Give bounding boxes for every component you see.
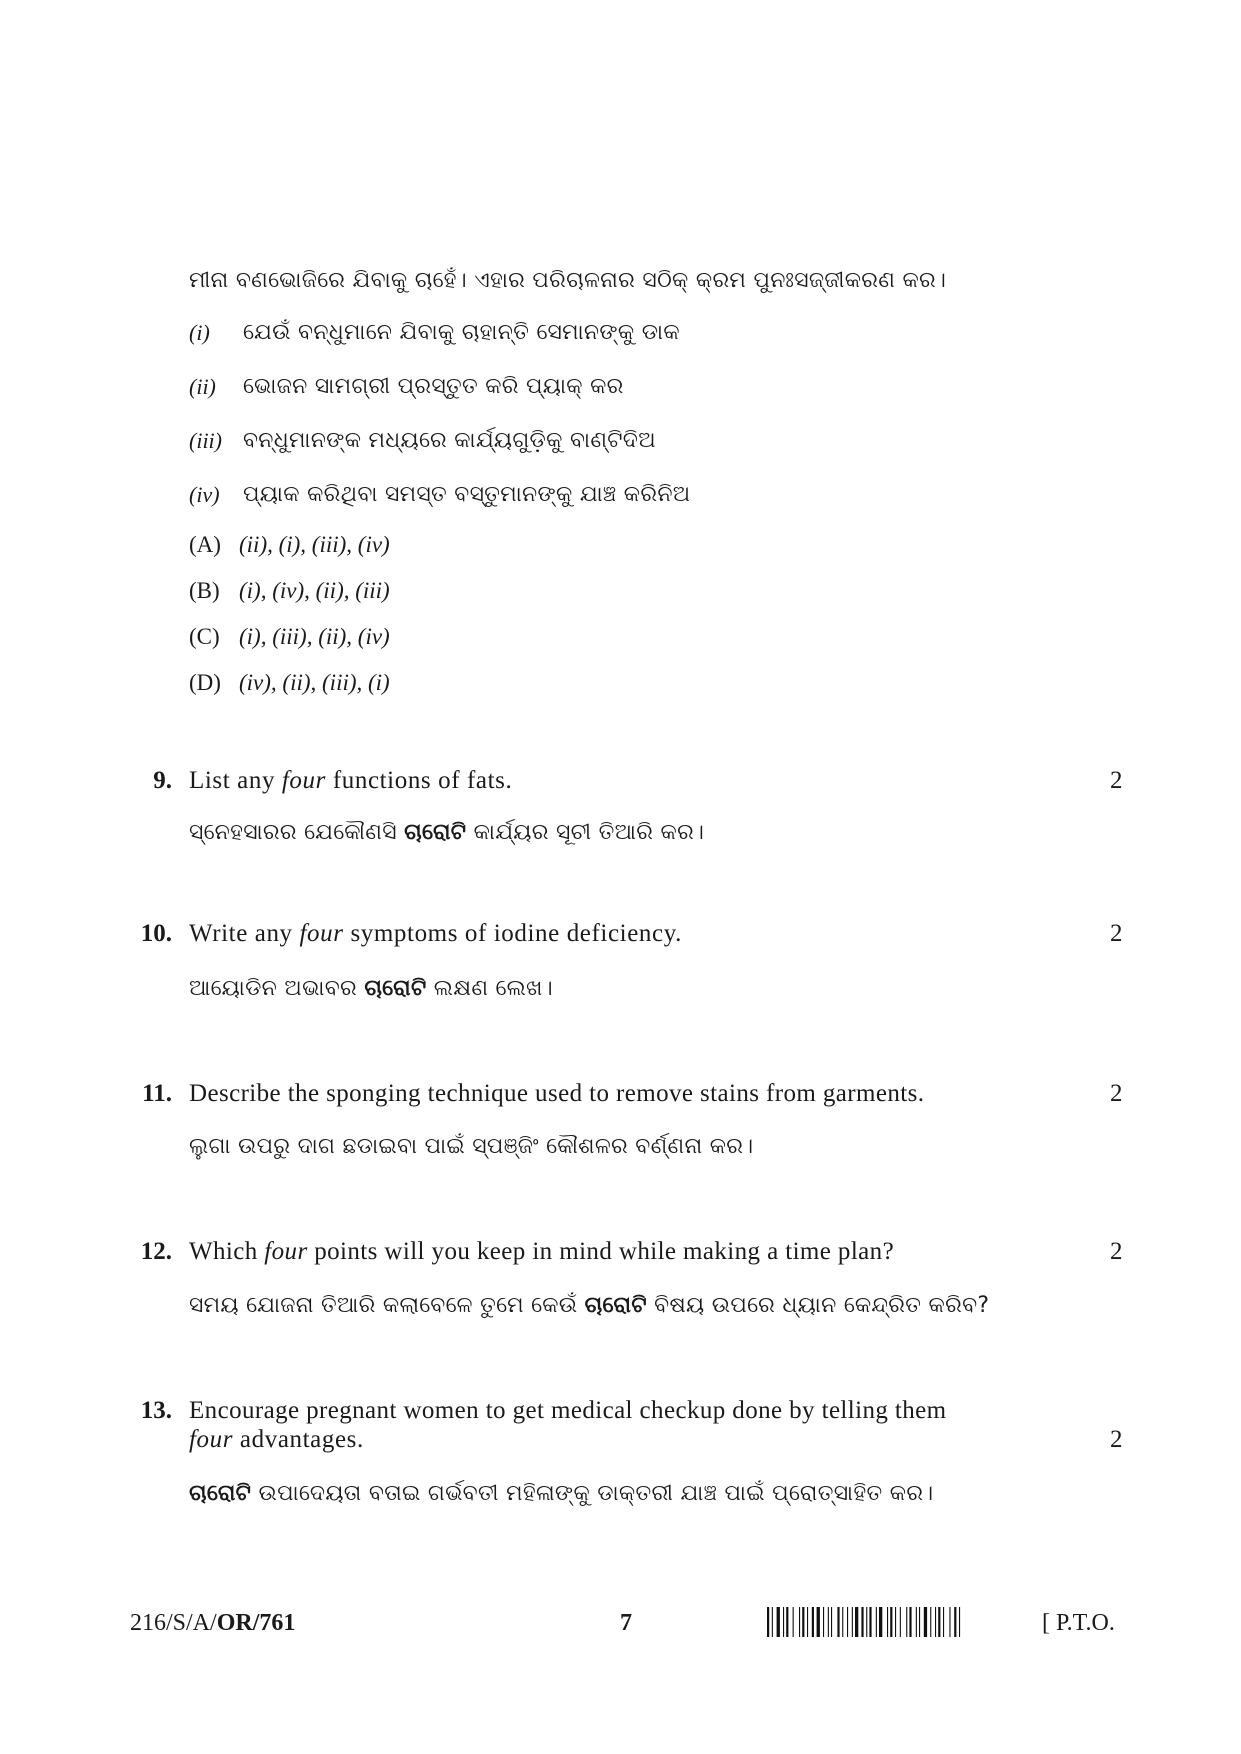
question-text-odia xyxy=(189,976,553,1001)
choice-label: (B) xyxy=(189,578,220,603)
choice-label: (C) xyxy=(189,624,220,649)
choice-label: (D) xyxy=(189,670,221,695)
option-number: (ii) xyxy=(189,374,216,399)
marks: 2 xyxy=(1110,920,1123,947)
text-part: Which xyxy=(189,1238,265,1265)
question-text-line2 xyxy=(189,1426,364,1454)
question-text xyxy=(189,767,512,795)
choice-sequence: (ii), (i), (iii), (iv) xyxy=(239,532,390,557)
option-number: (i) xyxy=(189,320,210,345)
text-part: ଆୟୋଡିନ ଅଭାବର xyxy=(189,976,365,1001)
question-number: 12. xyxy=(140,1238,172,1265)
question-number: 9. xyxy=(153,767,172,794)
emphasis: ଚାରୋଟି xyxy=(189,1481,252,1506)
text-part: symptoms of iodine deficiency. xyxy=(343,920,683,947)
question-intro: ମୀନା ବଣଭୋଜିରେ ଯିବାକୁ ଚାହେଁ। ଏହାର ପରିଚାଳନାର ସଠିକ୍ କ୍ରମ ପୁନଃସଜ୍ଜୀକରଣ କର। xyxy=(189,268,947,293)
question-number: 11. xyxy=(142,1080,172,1107)
text-part: ଉପାଦେୟତା ବତାଇ ଗର୍ଭବତୀ ମହିଳାଙ୍କୁ ଡାକ୍ତରୀ ଯାଞ୍ଚ ପାଇଁ ପ୍ରୋତ୍ସାହିତ କର। xyxy=(251,1481,934,1506)
question-text xyxy=(189,1238,894,1266)
choice-d xyxy=(189,670,390,696)
paper-code-bold: OR/761 xyxy=(216,1610,296,1636)
choice-label: (A) xyxy=(189,532,221,557)
text-part: points will you keep in mind while making a time plan? xyxy=(307,1238,895,1265)
emphasis: ଚାରୋଟି xyxy=(584,1293,647,1318)
text-part: advantages. xyxy=(233,1426,364,1453)
choice-b xyxy=(189,578,390,604)
paper-code-prefix: 216/S/A/ xyxy=(130,1610,217,1636)
question-text-odia xyxy=(189,1481,934,1506)
paper-code xyxy=(130,1610,295,1637)
choice-sequence: (i), (iv), (ii), (iii) xyxy=(239,578,390,603)
marks: 2 xyxy=(1110,1426,1123,1453)
marks: 2 xyxy=(1110,767,1123,794)
text-part: ବିଷୟ ଉପରେ ଧ୍ୟାନ କେନ୍ଦ୍ରିତ କରିବ? xyxy=(646,1293,990,1318)
question-text: Describe the sponging technique used to remove stains from garments. xyxy=(189,1080,925,1107)
question-text xyxy=(189,920,682,948)
emphasis: ଚାରୋଟି xyxy=(364,976,427,1001)
emphasis: four xyxy=(189,1426,234,1453)
choice-c xyxy=(189,624,390,650)
text-part: ସ୍ନେହସାରର ଯେକୌଣସି xyxy=(189,820,405,845)
emphasis: four xyxy=(264,1238,308,1265)
option-number: (iv) xyxy=(189,482,220,507)
option-number: (iii) xyxy=(189,428,222,453)
question-number: 10. xyxy=(140,920,172,947)
choice-sequence: (iv), (ii), (iii), (i) xyxy=(239,670,390,695)
emphasis: four xyxy=(299,920,344,947)
option-text: ବନ୍ଧୁମାନଙ୍କ ମଧ୍ୟରେ କାର୍ଯ୍ୟଗୁଡ଼ିକୁ ବାଣ୍ଟିଦିଅ xyxy=(243,428,656,453)
option-text: ଭୋଜନ ସାମଗ୍ରୀ ପ୍ରସ୍ତୁତ କରି ପ୍ୟାକ୍ କର xyxy=(243,374,624,399)
question-text-odia: ଲୁଗା ଉପରୁ ଦାଗ ଛଡାଇବା ପାଇଁ ସ୍ପଞ୍ଜିଂ କୌଶଳର ବର୍ଣ୍ଣନା କର। xyxy=(189,1134,754,1159)
question-number: 13. xyxy=(140,1397,172,1424)
text-part: ସମୟ ଯୋଜନା ତିଆରି କଲାବେଳେ ତୁମେ କେଉଁ xyxy=(189,1293,585,1318)
page-number: 7 xyxy=(620,1610,632,1636)
question-text-line1: Encourage pregnant women to get medical checkup done by telling them xyxy=(189,1397,947,1424)
option-text: ପ୍ୟାକ କରିଥିବା ସମସ୍ତ ବସ୍ତୁମାନଙ୍କୁ ଯାଞ୍ଚ କରିନିଅ xyxy=(243,482,691,507)
emphasis: four xyxy=(281,767,326,794)
text-part: List any xyxy=(189,767,282,794)
pto-label: [ P.T.O. xyxy=(1042,1610,1115,1636)
barcode-icon xyxy=(767,1607,1027,1637)
question-text-odia xyxy=(189,1293,989,1318)
marks: 2 xyxy=(1110,1080,1123,1107)
choice-sequence: (i), (iii), (ii), (iv) xyxy=(239,624,390,649)
marks: 2 xyxy=(1110,1238,1123,1265)
text-part: ଲକ୍ଷଣ ଲେଖ। xyxy=(426,976,553,1001)
choice-a xyxy=(189,532,390,558)
text-part: କାର୍ଯ୍ୟର ସୂଚୀ ତିଆରି କର। xyxy=(466,820,705,845)
text-part: functions of fats. xyxy=(325,767,513,794)
emphasis: ଚାରୋଟି xyxy=(404,820,467,845)
question-text-odia xyxy=(189,820,704,845)
text-part: Write any xyxy=(189,920,300,947)
option-text: ଯେଉଁ ବନ୍ଧୁମାନେ ଯିବାକୁ ଚାହାନ୍ତି ସେମାନଙ୍କୁ ଡାକ xyxy=(243,320,680,345)
